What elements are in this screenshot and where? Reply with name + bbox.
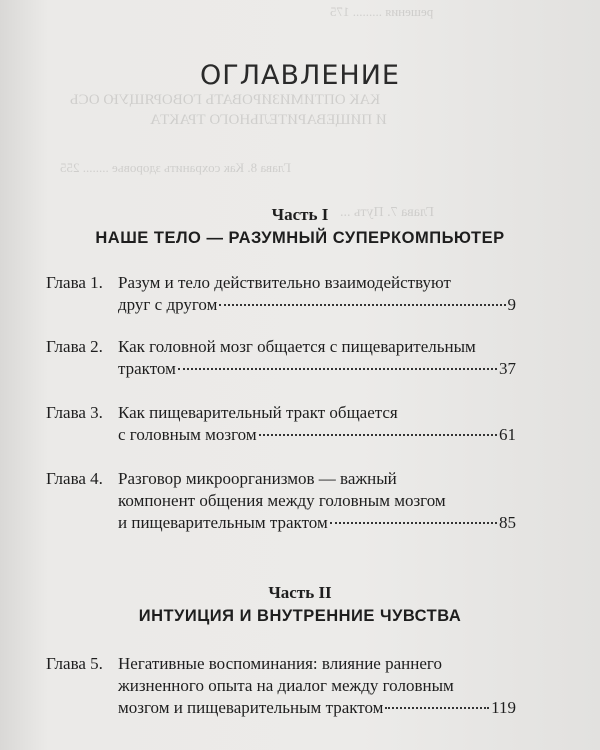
chapter-page-number: 9 [507, 295, 516, 314]
bleed-through-text: Глава 8. Как сохранить здоровье ........ 255 [60, 160, 291, 175]
dot-leader [330, 521, 497, 524]
chapter-page-number: 37 [499, 359, 516, 378]
chapter-page-number: 85 [499, 513, 516, 532]
chapter-number: Глава 3. [46, 403, 103, 422]
chapter-title-line: мозгом и пищеварительным трактом [118, 698, 384, 717]
chapter-number: Глава 2. [46, 337, 103, 356]
dot-leader [178, 367, 497, 370]
chapter-title-line: трактом [118, 359, 176, 378]
chapter-title-line: жизненного опыта на диалог между головным [118, 676, 454, 695]
chapter-number: Глава 5. [46, 654, 103, 673]
dot-leader [385, 706, 489, 709]
chapter-title-line: Разговор микроорганизмов — важный [118, 469, 397, 488]
chapter-number: Глава 4. [46, 469, 103, 488]
part-1-title: НАШЕ ТЕЛО — РАЗУМНЫЙ СУПЕРКОМПЬЮТЕР [95, 229, 505, 247]
bleed-through-text: решения ......... 175 [330, 4, 434, 19]
page-title: ОГЛАВЛЕНИЕ [200, 60, 400, 92]
chapter-title-line: компонент общения между головным мозгом [118, 491, 446, 510]
bleed-through-text: И ПИЩЕВАРИТЕЛЬНОГО ТРАКТА [150, 112, 387, 128]
chapter-title-line: Как пищеварительный тракт общается [118, 403, 398, 422]
chapter-title-line: и пищеварительным трактом [118, 513, 328, 532]
part-1-label: Часть I [271, 205, 329, 224]
chapter-title-line: Разум и тело действительно взаимодействуют [118, 273, 451, 292]
chapter-title-line: Как головной мозг общается с пищеварительным [118, 337, 476, 356]
chapter-page-number: 119 [491, 698, 516, 717]
chapter-page-number: 61 [499, 425, 516, 444]
dot-leader [219, 303, 505, 306]
chapter-title-line: Негативные воспоминания: влияние раннего [118, 654, 442, 673]
bleed-through-text: Глава 7. Путь ... [340, 205, 434, 220]
chapter-number: Глава 1. [46, 273, 103, 292]
chapter-title-line: с головным мозгом [118, 425, 257, 444]
dot-leader [259, 433, 497, 436]
part-2-title: ИНТУИЦИЯ И ВНУТРЕННИЕ ЧУВСТВА [138, 607, 462, 625]
part-2-label: Часть II [268, 583, 332, 602]
bleed-through-text: КАК ОПТИМИЗИРОВАТЬ ГОВОРЯЩУЮ ОСЬ [70, 92, 381, 108]
chapter-title-line: друг с другом [118, 295, 218, 314]
